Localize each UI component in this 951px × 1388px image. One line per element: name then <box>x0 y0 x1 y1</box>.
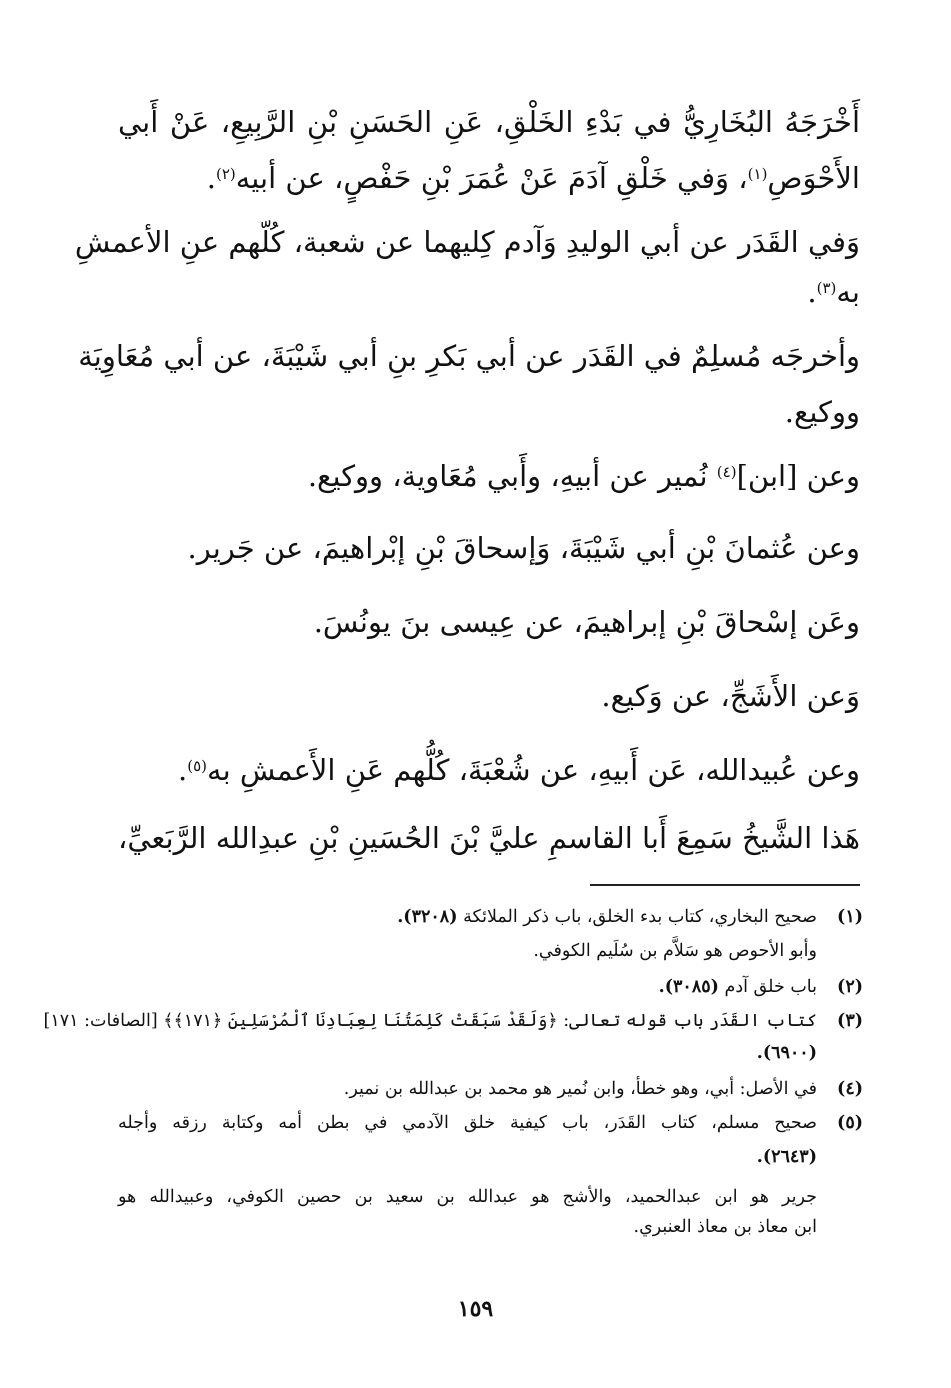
footnote-number-5: (٥) <box>837 1113 863 1133</box>
footnote-ref-1[interactable]: (١) <box>747 165 768 183</box>
body-text: . <box>807 275 817 309</box>
body-text: به <box>836 275 860 309</box>
body-text: وعن [ابن] <box>736 459 860 493</box>
verse-citation: [الصافات: ١٧١] <box>43 1011 158 1031</box>
footnote-number-4: (٤) <box>837 1079 863 1099</box>
body-text: ، وَفي خَلْقِ آدَمَ عَنْ عُمَرَ بْنِ حَفْصٍ، عن أبيه <box>235 161 748 195</box>
body-line-11 <box>178 750 860 790</box>
footnote-number-2: (٢) <box>837 977 863 997</box>
footnote-number-1: (١) <box>837 907 863 927</box>
footnote-note-line-2: ابن معاذ بن معاذ العنبري. <box>633 1217 817 1237</box>
body-line-2 <box>207 158 860 198</box>
footnote-ref-2[interactable]: (٢) <box>215 165 236 183</box>
body-line-4 <box>807 272 860 312</box>
footnote-1-line-2: وأبو الأحوص هو سَلاَّم بن سُلَيم الكوفي. <box>533 941 817 961</box>
body-text: . <box>206 161 216 195</box>
body-text: وعن عُبيدالله، عَن أَبيهِ، عن شُعْبَةَ، كُلُّهم عَنِ الأَعمشِ به <box>207 753 860 787</box>
body-line-6: ووكيع. <box>784 395 860 429</box>
footnote-5-line-2: (٢٦٤٣). <box>756 1147 817 1167</box>
body-line-8: وعن عُثمانَ بْنِ أبي شَيْبَةَ، وَإسحاقَ بْنِ إبْراهيمَ، عن جَرير. <box>187 531 860 565</box>
footnote-2-line-1: باب خلق آدم (٣٠٨٥). <box>658 977 817 997</box>
footnote-note-line-1: جرير هو ابن عبدالحميد، والأشج هو عبدالله بن سعيد بن حصين الكوفي، وعبيدالله هو <box>118 1187 817 1207</box>
body-line-5: وأخرجَه مُسلِمٌ في القَدَر عن أبي بَكرِ بنِ أبي شَيْبَةَ، عن أبي مُعَاوِيَة <box>78 339 860 373</box>
footnote-ref-4[interactable]: (٤) <box>716 463 737 481</box>
footnote-3-line-2: (٦٩٠٠). <box>756 1043 817 1063</box>
body-line-10: وَعن الأَشَجِّ، عن وَكيع. <box>601 679 860 713</box>
body-line-9: وعَن إسْحاقَ بْنِ إبراهيمَ، عن عِيسى بنَ يونُسَ. <box>313 605 860 639</box>
body-text: نُمير عن أبيهِ، وأَبي مُعَاوية، ووكيع. <box>307 459 717 493</box>
footnote-separator <box>590 884 860 886</box>
page-number: ١٥٩ <box>457 1296 494 1322</box>
footnote-ref-3[interactable]: (٣) <box>816 279 837 297</box>
footnote-3-line-1: كتاب القَدَر باب قوله تعالى: ﴿وَلَقَدْ سَبَقَتْ كَلِمَتُنَا لِعِبَادِنَا ٱلْمُرْسَلِينَ ﴿١٧١﴾﴾ [الصافات: ١٧١] <box>43 1011 817 1031</box>
footnote-5-line-1: صحيح مسلم، كتاب القَدَر، باب كيفية خلق الآدمي في بطن أمه وكتابة رزقه وأجله <box>118 1113 817 1133</box>
quran-verse: ﴿وَلَقَدْ سَبَقَتْ كَلِمَتُنَا لِعِبَادِنَا ٱلْمُرْسَلِينَ ﴿١٧١﴾﴾ <box>163 1011 558 1031</box>
footnote-ref-5[interactable]: (٥) <box>187 757 208 775</box>
body-text: . <box>178 753 188 787</box>
footnote-number-3: (٣) <box>837 1011 863 1031</box>
body-line-7 <box>308 456 860 496</box>
body-line-1: أَخْرَجَهُ البُخَارِيُّ في بَدْءِ الخَلْقِ، عَنِ الحَسَنِ بْنِ الرَّبِيعِ، عَنْ أَبي <box>118 105 860 139</box>
footnote-4-line-1: في الأصل: أبي، وهو خطأ، وابن نُمير هو محمد بن عبدالله بن نمير. <box>343 1079 817 1099</box>
body-text: الأَحْوَصِ <box>767 161 860 195</box>
body-line-3: وَفي القَدَر عن أبي الوليدِ وَآدم كِليهما عن شعبة، كُلّهم عنِ الأعمشِ <box>74 225 860 259</box>
footnote-1-line-1: صحيح البخاري، كتاب بدء الخلق، باب ذكر الملائكة (٣٢٠٨). <box>397 907 817 927</box>
body-line-12: هَذا الشَّيخُ سَمِعَ أَبا القاسمِ عليَّ بْنَ الحُسَينِ بْنِ عبدِالله الرَّبَعيِّ، <box>118 821 860 855</box>
